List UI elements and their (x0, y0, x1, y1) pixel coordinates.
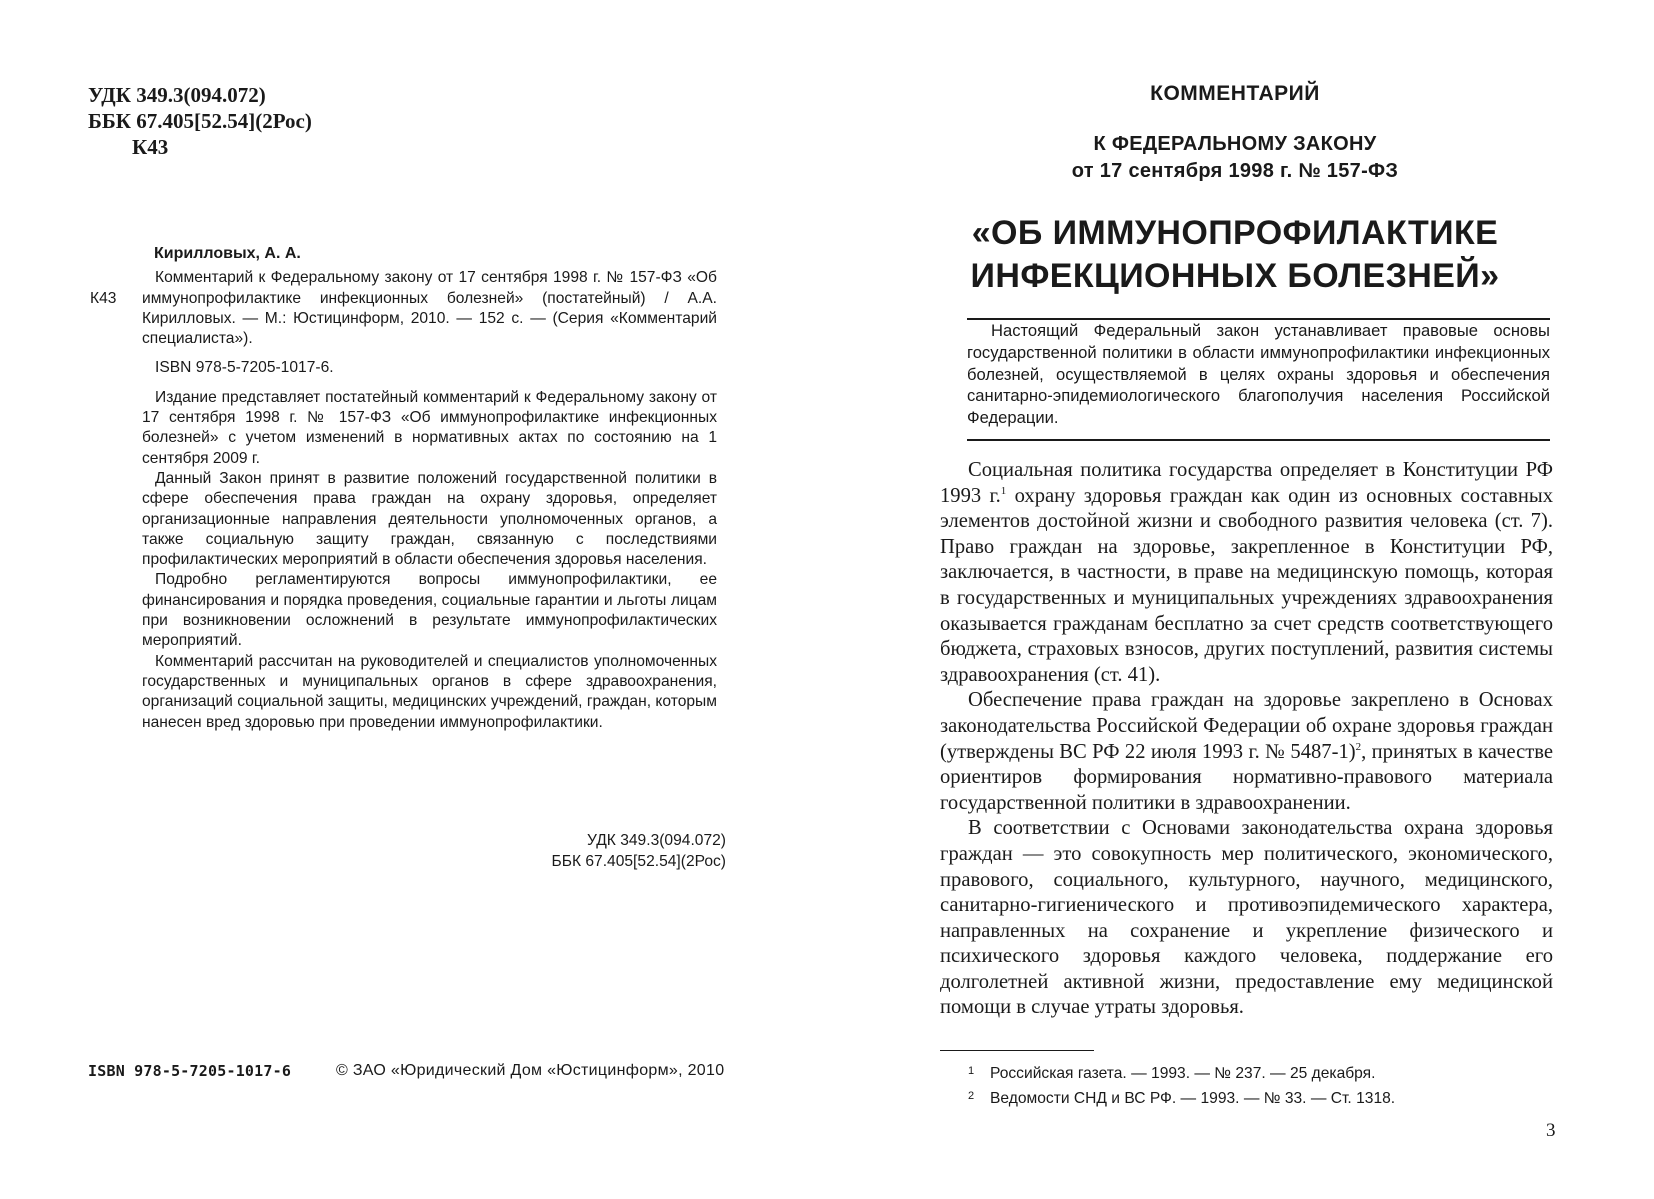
footnote-number: 1 (968, 1065, 975, 1077)
law-title-line1: «ОБ ИММУНОПРОФИЛАКТИКЕ (971, 214, 1499, 252)
bibliographic-description: Комментарий к Федеральному закону от 17 сентября 1998 г. № 157-ФЗ «Об иммунопрофилактике инфекционных болезней» (постатейный) / А.А. Кирилловых. — М.: Юстицинформ, 2010. — 152 с. — (Серия «Комментарий специалиста»). (142, 269, 717, 348)
preamble-text: Настоящий Федеральный закон устанавливает правовые основы государственной политики в области иммунопрофилактики инфекционных болезней, осуществляемой в целях охраны здоровья и обеспечения санитарно-эпидемиологического благополучия населения Российской Федерации. (967, 321, 1550, 428)
library-codes-bottom (504, 830, 726, 872)
footnote (968, 1060, 1395, 1085)
body-paragraph (940, 688, 1553, 816)
preamble-rule-bottom (967, 439, 1550, 441)
footnote-text: Российская газета. — 1993. — № 237. — 25 декабря. (990, 1065, 1376, 1082)
footnote-ref: 2 (1355, 740, 1362, 753)
heading-commentary: КОММЕНТАРИЙ (1150, 82, 1320, 105)
body-paragraph: В соответствии с Основами законодательства охрана здоровья граждан — это совокупность мер политического, экономического, правового, социального, культурного, научного, медицинского, санитарно-гигиенического и противоэпидемического характера, направленных на сохранение и укрепление физического и психического здоровья каждого человека, поддержание его долголетней активной жизни, предоставление ему медицинской помощи в случае утраты здоровья. (940, 817, 1553, 1019)
body-text-run: Социальная политика государства определяет в Конституции РФ 1993 г. (940, 459, 1553, 507)
body-text-run: , принятых в качестве ориентиров формирования нормативно-правового материала государственной политики в здравоохранении. (940, 740, 1554, 814)
footnote-ref: 1 (1000, 484, 1007, 497)
law-preamble (967, 320, 1550, 429)
annotation-paragraph: Издание представляет постатейный комментарий к Федеральному закону от 17 сентября 1998 г. № 157-ФЗ «Об иммунопрофилактике инфекционных болезней» с учетом изменений в нормативных актах по состоянию на 1 сентября 2009 г. (142, 388, 717, 467)
bbk-code: ББК 67.405[52.54](2Рос) (88, 109, 312, 133)
udk-code: УДК 349.3(094.072) (88, 83, 266, 107)
page-number: 3 (1546, 1120, 1556, 1141)
copyright-notice: © ЗАО «Юридический Дом «Юстицинформ», 2010 (336, 1062, 725, 1079)
footnotes (968, 1060, 1395, 1110)
law-title (935, 212, 1535, 298)
udk-code-bottom: УДК 349.3(094.072) (587, 832, 726, 849)
heading-law-line2: от 17 сентября 1998 г. № 157-ФЗ (1071, 160, 1399, 182)
footnote-number: 2 (968, 1090, 975, 1102)
footnote-separator (940, 1050, 1094, 1051)
author-name: Кирилловых, А. А. (154, 245, 301, 262)
bbk-code-bottom: ББК 67.405[52.54](2Рос) (551, 853, 726, 870)
body-paragraph (940, 458, 1553, 688)
footnote-text: Ведомости СНД и ВС РФ. — 1993. — № 33. — Ст. 1318. (990, 1090, 1396, 1107)
body-text-run: охрану здоровья граждан как один из основных составных элементов достойной жизни и свободного развития человека (ст. 7). Право граждан на здоровье, закрепленное в Конституции РФ, заключается, в частности, в праве на медицинскую помощь, которая в государственных и муниципальных учреждениях здравоохранения оказывается гражданам бесплатно за счет средств соответствующего бюджета, страховых взносов, других поступлений, развития системы здравоохранения (ст. 41). (940, 484, 1553, 686)
isbn-footer: ISBN 978-5-7205-1017-6 (88, 1062, 292, 1080)
annotation-paragraph: Подробно регламентируются вопросы иммунопрофилактики, ее финансирования и порядка проведения, социальные гарантии и льготы лицам при возникновении осложнений в результате иммунопрофилактических мероприятий. (142, 571, 717, 650)
annotation-paragraph: Данный Закон принят в развитие положений государственной политики в сфере обеспечения права граждан на охрану здоровья, определяет организационные направления деятельности уполномоченных органов, а также социальную защиту граждан, связанную с последствиями профилактических мероприятий в области обеспечения здоровья населения. (142, 469, 717, 569)
author-mark-margin: К43 (90, 290, 117, 307)
catalog-record (142, 244, 717, 733)
author-mark: К43 (132, 135, 169, 159)
library-codes-header (88, 82, 312, 160)
isbn-line: ISBN 978-5-7205-1017-6. (155, 359, 334, 377)
heading-law-line1: К ФЕДЕРАЛЬНОМУ ЗАКОНУ (1093, 133, 1377, 155)
commentary-body (940, 458, 1553, 1021)
footnote (968, 1085, 1395, 1110)
annotation-paragraph: Комментарий рассчитан на руководителей и специалистов уполномоченных государственных и муниципальных органов в сфере здравоохранения, организаций социальной защиты, медицинских учреждений, граждан, которым нанесен вред здоровью при проведении иммунопрофилактики. (142, 652, 717, 731)
law-title-line2: ИНФЕКЦИОННЫХ БОЛЕЗНЕЙ» (970, 257, 1500, 295)
body-text-run: Обеспечение права граждан на здоровье закреплено в Основах законодательства Российской Федерации об охране здоровья граждан (утверждены ВС РФ 22 июля 1993 г. № 5487-1) (940, 689, 1553, 763)
